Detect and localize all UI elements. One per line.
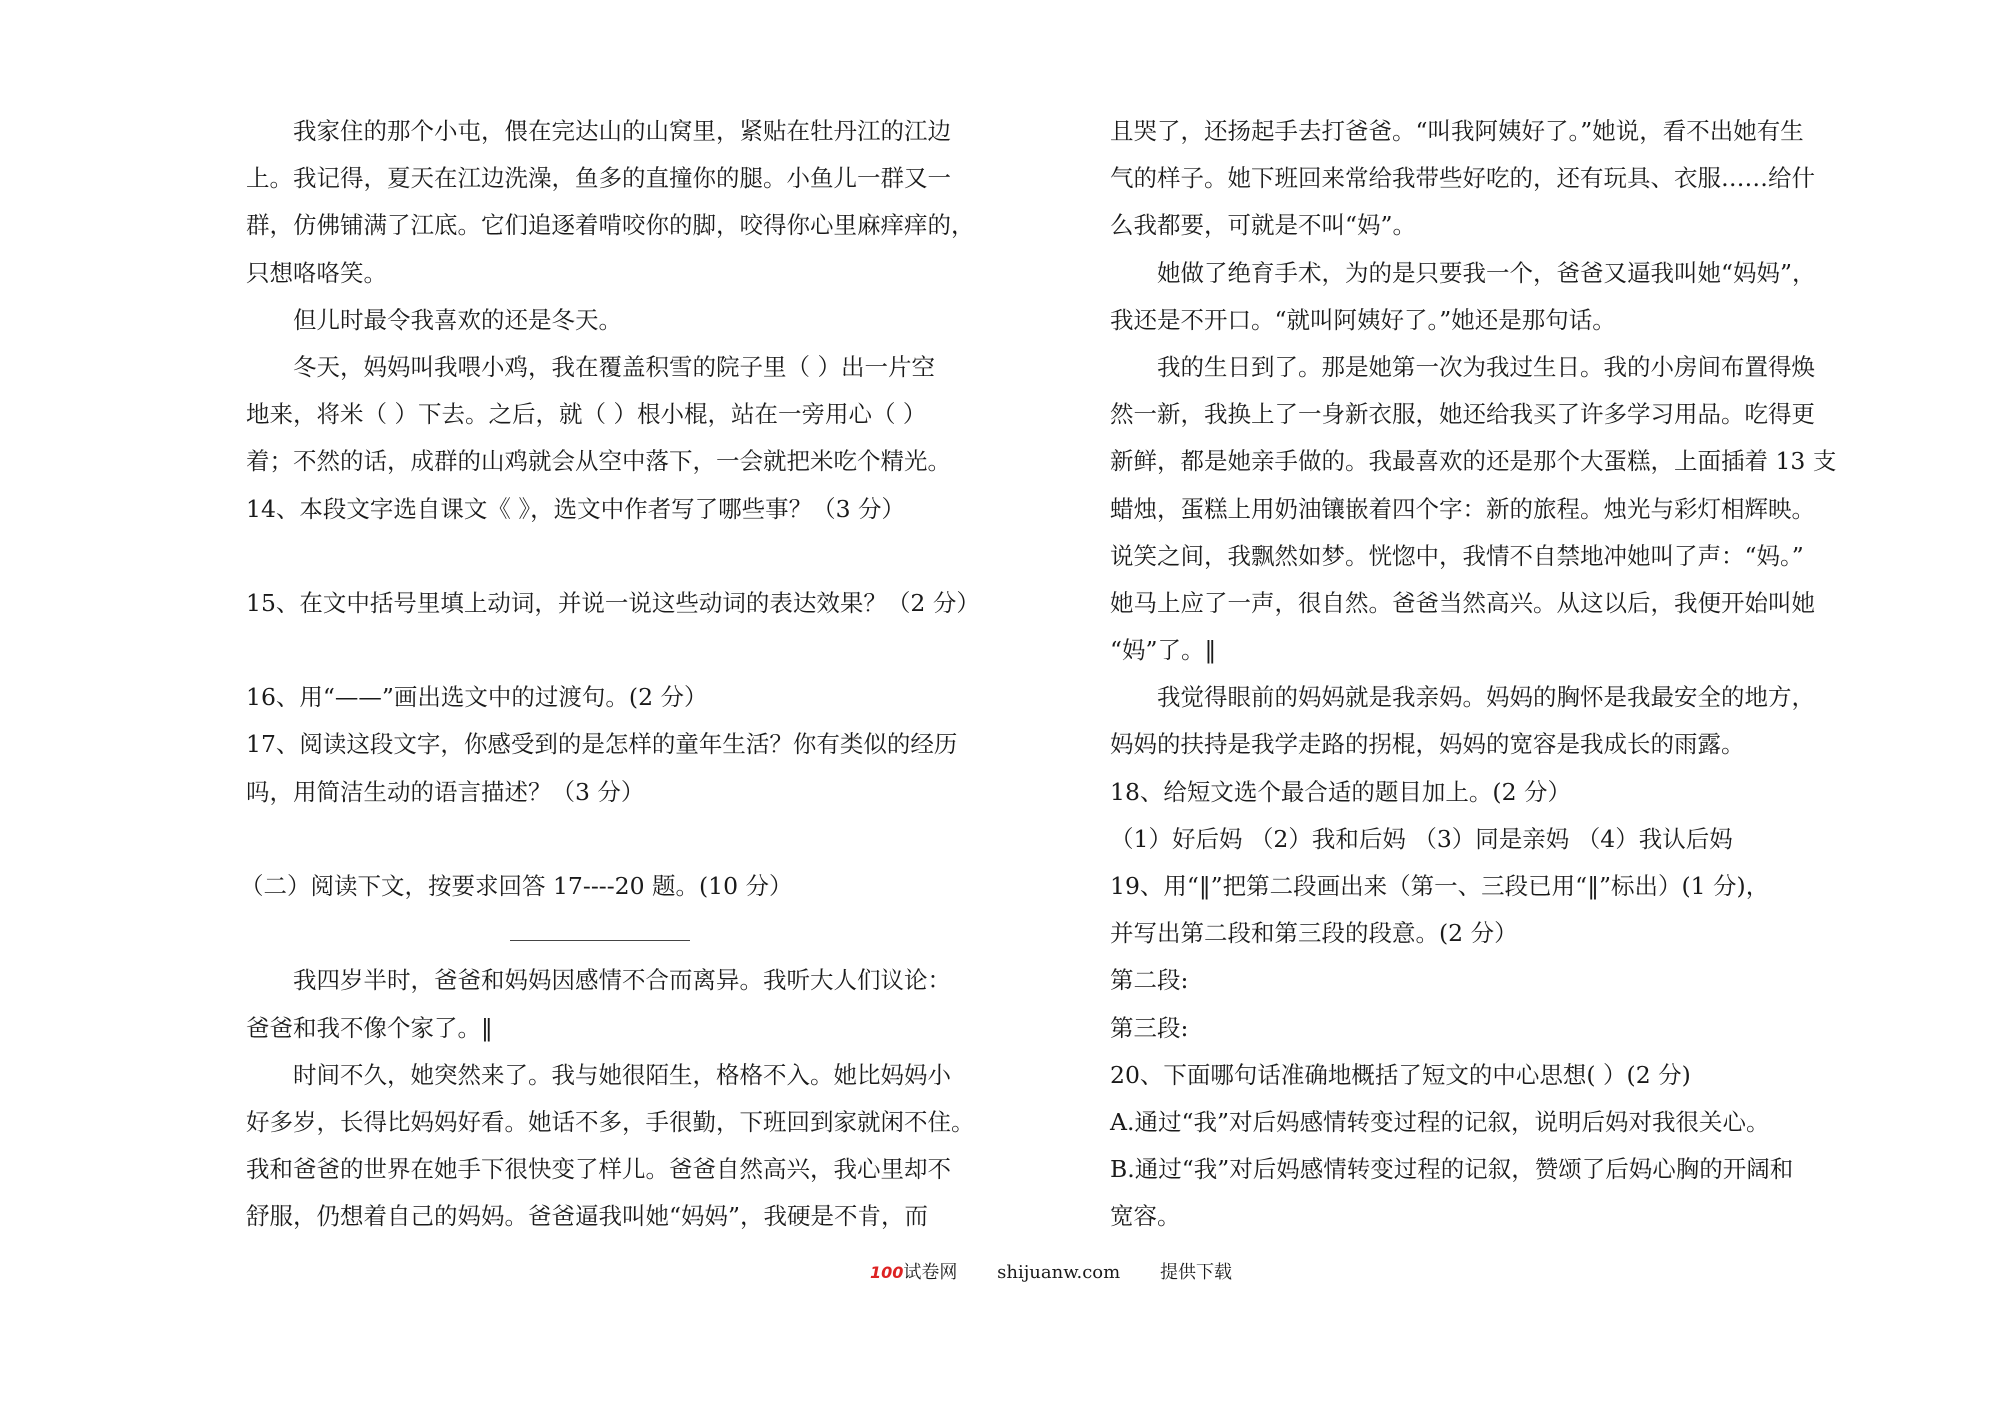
question-17: 17、阅读这段文字，你感受到的是怎样的童年生活？你有类似的经历 [246,730,958,759]
answer-space [246,816,966,863]
left-column [240,108,980,1241]
passage1-line: 地来，将米（ ）下去。之后，就（ ）根小棍，站在一旁用心（ ） [246,400,927,429]
answer-space [246,627,966,674]
question-16: 16、用“——”画出选文中的过渡句。(2 分） [246,683,708,712]
passage2-line: 爸爸和我不像个家了。‖ [246,1013,493,1042]
question-15: 15、在文中括号里填上动词，并说一说这些动词的表达效果？（2 分） [246,588,980,617]
passage2-line: 时间不久，她突然来了。我与她很陌生，格格不入。她比妈妈小 [293,1060,951,1089]
passage2-line: 我觉得眼前的妈妈就是我亲妈。妈妈的胸怀是我最安全的地方， [1157,683,1815,712]
passage2-line: 说笑之间，我飘然如梦。恍惚中，我情不自禁地冲她叫了声：“妈。” [1110,541,1804,570]
passage1-line: 只想咯咯笑。 [246,258,387,287]
passage2-line: 气的样子。她下班回来常给我带些好吃的，还有玩具、衣服……给什 [1110,164,1815,193]
passage2-line: 她做了绝育手术，为的是只要我一个，爸爸又逼我叫她“妈妈”， [1157,258,1816,287]
passage2-line: 新鲜，都是她亲手做的。我最喜欢的还是那个大蛋糕，上面插着 13 支 [1110,447,1837,476]
question-17: 吗，用简洁生动的语言描述？（3 分） [246,777,645,806]
question-19: 并写出第二段和第三段的段意。(2 分） [1110,919,1518,948]
logo-number: 100 [870,1263,904,1282]
passage2-line: 蜡烛，蛋糕上用奶油镶嵌着四个字：新的旅程。烛光与彩灯相辉映。 [1110,494,1815,523]
passage2-line: “妈”了。‖ [1110,636,1217,665]
title-blank [246,910,966,957]
question-20: 20、下面哪句话准确地概括了短文的中心思想( ）(2 分) [1110,1060,1691,1089]
section-2-heading: （二）阅读下文，按要求回答 17----20 题。(10 分） [240,872,793,900]
answer-space [246,533,966,580]
title-blank-line [510,940,690,941]
passage2-line: 舒服，仍想着自己的妈妈。爸爸逼我叫她“妈妈”，我硬是不肯，而 [246,1202,929,1231]
passage2-line: 且哭了，还扬起手去打爸爸。“叫我阿姨好了。”她说，看不出她有生 [1110,117,1804,145]
passage1-line: 冬天，妈妈叫我喂小鸡，我在覆盖积雪的院子里（ ）出一片空 [293,352,935,381]
option-a: A.通过“我”对后妈感情转变过程的记叙，说明后妈对我很关心。 [1110,1107,1770,1136]
passage2-line: 妈妈的扶持是我学走路的拐棍，妈妈的宽容是我成长的雨露。 [1110,730,1745,759]
passage1-line: 我家住的那个小屯，偎在完达山的山窝里，紧贴在牡丹江的江边 [293,117,951,145]
passage1-line: 但儿时最令我喜欢的还是冬天。 [293,305,622,334]
question-18-options: （1）好后妈 （2）我和后妈 （3）同是亲妈 （4）我认后妈 [1110,824,1733,853]
footer-site: shijuanw.com [997,1262,1121,1283]
passage2-line: 然一新，我换上了一身新衣服，她还给我买了许多学习用品。吃得更 [1110,400,1815,429]
passage2-line: 我的生日到了。那是她第一次为我过生日。我的小房间布置得焕 [1157,352,1815,381]
passage2-line: 好多岁，长得比妈妈好看。她话不多，手很勤，下班回到家就闲不住。 [246,1107,975,1136]
passage2-line: 么我都要，可就是不叫“妈”。 [1110,211,1417,240]
segment-2-label: 第二段: [1110,966,1189,995]
passage1-line: 上。我记得，夏天在江边洗澡，鱼多的直撞你的腿。小鱼儿一群又一 [246,164,951,193]
question-19: 19、用“‖”把第二段画出来（第一、三段已用“‖”标出）(1 分)， [1110,872,1770,900]
passage1-line: 着；不然的话，成群的山鸡就会从空中落下，一会就把米吃个精光。 [246,447,951,476]
question-18: 18、给短文选个最合适的题目加上。(2 分） [1110,777,1571,806]
passage2-line: 我还是不开口。“就叫阿姨好了。”她还是那句话。 [1110,305,1616,334]
question-14: 14、本段文字选自课文《 》，选文中作者写了哪些事？（3 分） [246,494,906,523]
right-column [1110,108,1837,1241]
passage2-line: 我四岁半时，爸爸和妈妈因感情不合而离异。我听大人们议论： [293,966,951,995]
segment-3-label: 第三段: [1110,1013,1189,1042]
footer-download: 提供下载 [1159,1262,1232,1283]
passage1-line: 群，仿佛铺满了江底。它们追逐着啃咬你的脚，咬得你心里麻痒痒的， [246,211,975,240]
page-footer [870,1258,1232,1284]
logo-text: 试卷网 [903,1262,958,1283]
option-b: B.通过“我”对后妈感情转变过程的记叙，赞颂了后妈心胸的开阔和 [1110,1155,1794,1184]
footer-logo [870,1258,957,1284]
passage2-line: 她马上应了一声，很自然。爸爸当然高兴。从这以后，我便开始叫她 [1110,588,1815,617]
option-b: 宽容。 [1110,1202,1181,1231]
passage2-line: 我和爸爸的世界在她手下很快变了样儿。爸爸自然高兴，我心里却不 [246,1155,951,1184]
